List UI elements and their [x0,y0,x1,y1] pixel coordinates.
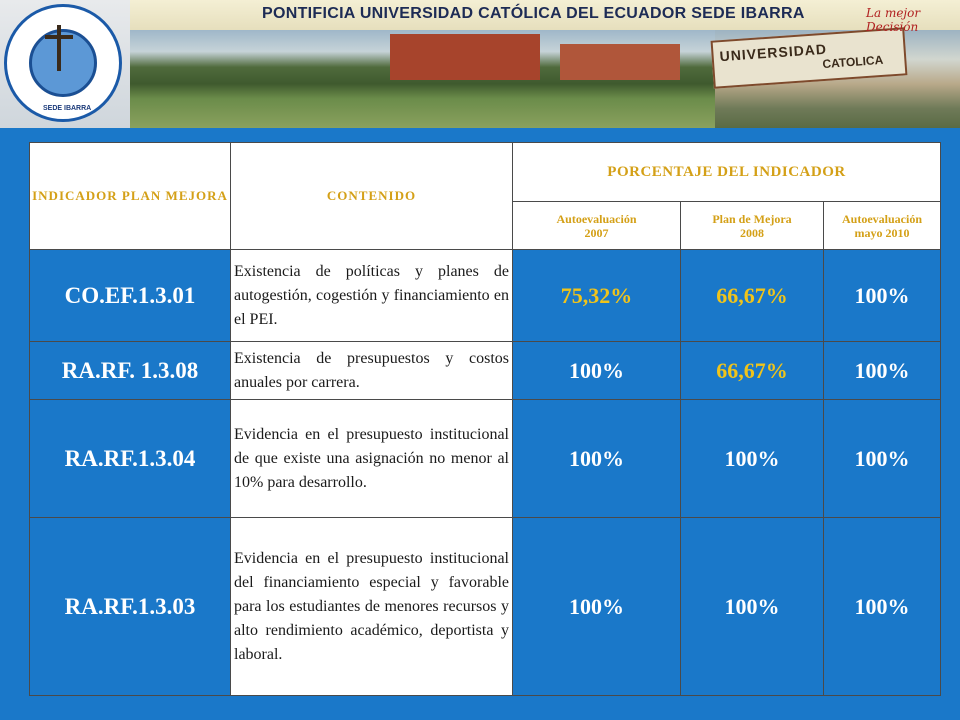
subheader-autoevaluacion-2007 [513,202,681,250]
campus-building-image [390,34,540,80]
subheader-line: Autoevaluación [842,211,923,226]
indicator-table [29,142,941,696]
subheader-line: mayo 2010 [854,225,910,240]
subheader-plan-mejora-2008 [681,202,824,250]
sign-text-1: UNIVERSIDAD [719,40,828,65]
indicator-content: Existencia de presupuestos y costos anuales por carrera. [231,342,513,400]
subheader-autoevaluacion-2010 [824,202,941,250]
table-row [30,400,941,518]
value-plan-mejora-2008: 66,67% [681,342,824,400]
campus-building-image [560,44,680,80]
value-autoevaluacion-2010: 100% [824,250,941,342]
tagline: La mejor Decisión [866,6,921,34]
header-row [30,143,941,202]
value-plan-mejora-2008: 66,67% [681,250,824,342]
indicator-content: Evidencia en el presupuesto institucional de que existe una asignación no menor al 10% para desarrollo. [231,400,513,518]
header-contenido: CONTENIDO [231,143,513,250]
subheader-line: 2007 [584,225,609,240]
campus-photo [130,30,715,128]
indicator-code: RA.RF.1.3.04 [30,400,231,518]
value-autoevaluacion-2007: 100% [513,342,681,400]
indicator-content: Existencia de políticas y planes de autogestión, cogestión y financiamiento en el PEI. [231,250,513,342]
value-autoevaluacion-2010: 100% [824,342,941,400]
seal-globe-icon [29,29,97,97]
header-indicador: INDICADOR PLAN MEJORA [30,143,231,250]
indicator-code: RA.RF.1.3.03 [30,518,231,696]
table-row [30,250,941,342]
value-autoevaluacion-2010: 100% [824,518,941,696]
value-autoevaluacion-2010: 100% [824,400,941,518]
subheader-line: 2008 [740,225,764,240]
page-title: PONTIFICIA UNIVERSIDAD CATÓLICA DEL ECUADOR SEDE IBARRA [262,5,805,22]
cross-icon [57,25,61,71]
table-row [30,518,941,696]
subheader-line: Plan de Mejora [712,211,792,226]
cross-bar-icon [45,35,73,39]
indicator-content: Evidencia en el presupuesto institucional del financiamiento especial y favorable para los estudiantes de menores recursos y alto rendimiento académico, deportista y laboral. [231,518,513,696]
header-porcentaje: PORCENTAJE DEL INDICADOR [513,143,941,202]
indicator-code: RA.RF. 1.3.08 [30,342,231,400]
value-plan-mejora-2008: 100% [681,400,824,518]
university-seal-logo [4,4,122,122]
table-row [30,342,941,400]
value-plan-mejora-2008: 100% [681,518,824,696]
seal-text: SEDE IBARRA [43,105,92,112]
subheader-line: Autoevaluación [556,211,637,226]
value-autoevaluacion-2007: 100% [513,518,681,696]
logo-panel [0,0,130,128]
value-autoevaluacion-2007: 100% [513,400,681,518]
header-banner [0,0,960,128]
sign-text-2: CATOLICA [821,52,884,72]
value-autoevaluacion-2007: 75,32% [513,250,681,342]
indicator-code: CO.EF.1.3.01 [30,250,231,342]
